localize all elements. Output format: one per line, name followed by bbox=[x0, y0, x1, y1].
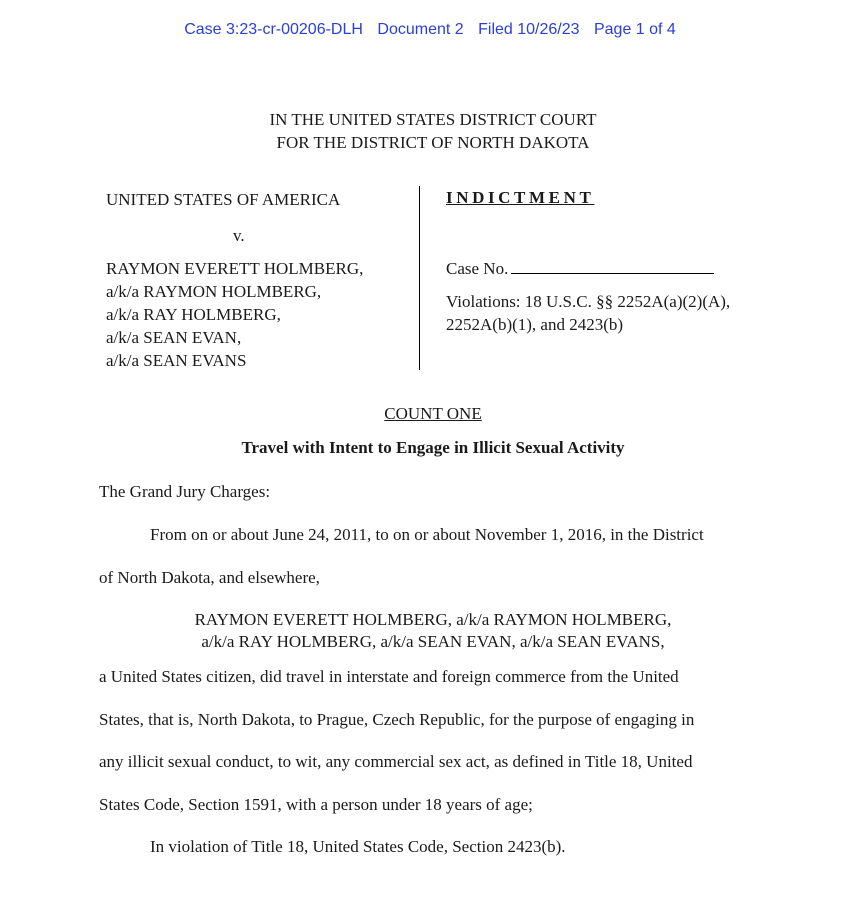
paragraph-1-line-2: of North Dakota, and elsewhere, bbox=[99, 568, 320, 587]
court-line-2: FOR THE DISTRICT OF NORTH DAKOTA bbox=[276, 133, 590, 152]
count-heading bbox=[0, 404, 860, 424]
court-heading bbox=[0, 108, 860, 154]
page-indicator: Page 1 of 4 bbox=[593, 21, 676, 38]
count-heading-text: COUNT ONE bbox=[384, 404, 482, 423]
defendant-line: RAYMON EVERETT HOLMBERG, bbox=[106, 259, 364, 278]
names-line-2: a/k/a RAY HOLMBERG, a/k/a SEAN EVAN, a/k/a SEAN EVANS, bbox=[201, 632, 665, 651]
caption-divider bbox=[419, 186, 420, 370]
case-no-blank bbox=[511, 257, 714, 274]
defendant-line: a/k/a RAYMON HOLMBERG, bbox=[106, 282, 322, 301]
indictment-title: INDICTMENT bbox=[446, 188, 595, 207]
defendant-names bbox=[0, 609, 860, 653]
violations-line-1: Violations: 18 U.S.C. §§ 2252A(a)(2)(A), bbox=[446, 292, 731, 311]
paragraph-2-line: any illicit sexual conduct, to wit, any commercial sex act, as defined in Title 18, United bbox=[99, 752, 693, 771]
violation-statement: In violation of Title 18, United States Code, Section 2423(b). bbox=[150, 837, 566, 856]
document-number: Document 2 bbox=[377, 21, 464, 38]
paragraph-2-line: States Code, Section 1591, with a person under 18 years of age; bbox=[99, 795, 533, 814]
charges-intro: The Grand Jury Charges: bbox=[99, 482, 271, 501]
case-no-label: Case No. bbox=[446, 259, 509, 278]
defendant-line: a/k/a SEAN EVANS bbox=[106, 351, 247, 370]
count-title: Travel with Intent to Engage in Illicit Sexual Activity bbox=[241, 438, 625, 457]
names-line-1: RAYMON EVERETT HOLMBERG, a/k/a RAYMON HOLMBERG, bbox=[194, 610, 672, 629]
plaintiff: UNITED STATES OF AMERICA bbox=[106, 190, 341, 209]
paragraph-2-line: States, that is, North Dakota, to Prague, Czech Republic, for the purpose of engaging in bbox=[99, 710, 695, 729]
defendant-line: a/k/a RAY HOLMBERG, bbox=[106, 305, 281, 324]
document-header bbox=[0, 21, 860, 39]
violations-line-2: 2252A(b)(1), and 2423(b) bbox=[446, 315, 624, 334]
court-line-1: IN THE UNITED STATES DISTRICT COURT bbox=[269, 110, 597, 129]
case-no-line bbox=[446, 257, 714, 280]
paragraph-2-line: a United States citizen, did travel in interstate and foreign commerce from the United bbox=[99, 667, 679, 686]
versus: v. bbox=[233, 226, 245, 245]
case-number: Case 3:23-cr-00206-DLH bbox=[184, 21, 363, 38]
defendant-block bbox=[106, 257, 363, 372]
defendant-line: a/k/a SEAN EVAN, bbox=[106, 328, 242, 347]
violations-block bbox=[446, 290, 730, 336]
filed-date: Filed 10/26/23 bbox=[478, 21, 580, 38]
paragraph-1-line-1: From on or about June 24, 2011, to on or about November 1, 2016, in the District bbox=[150, 525, 704, 544]
